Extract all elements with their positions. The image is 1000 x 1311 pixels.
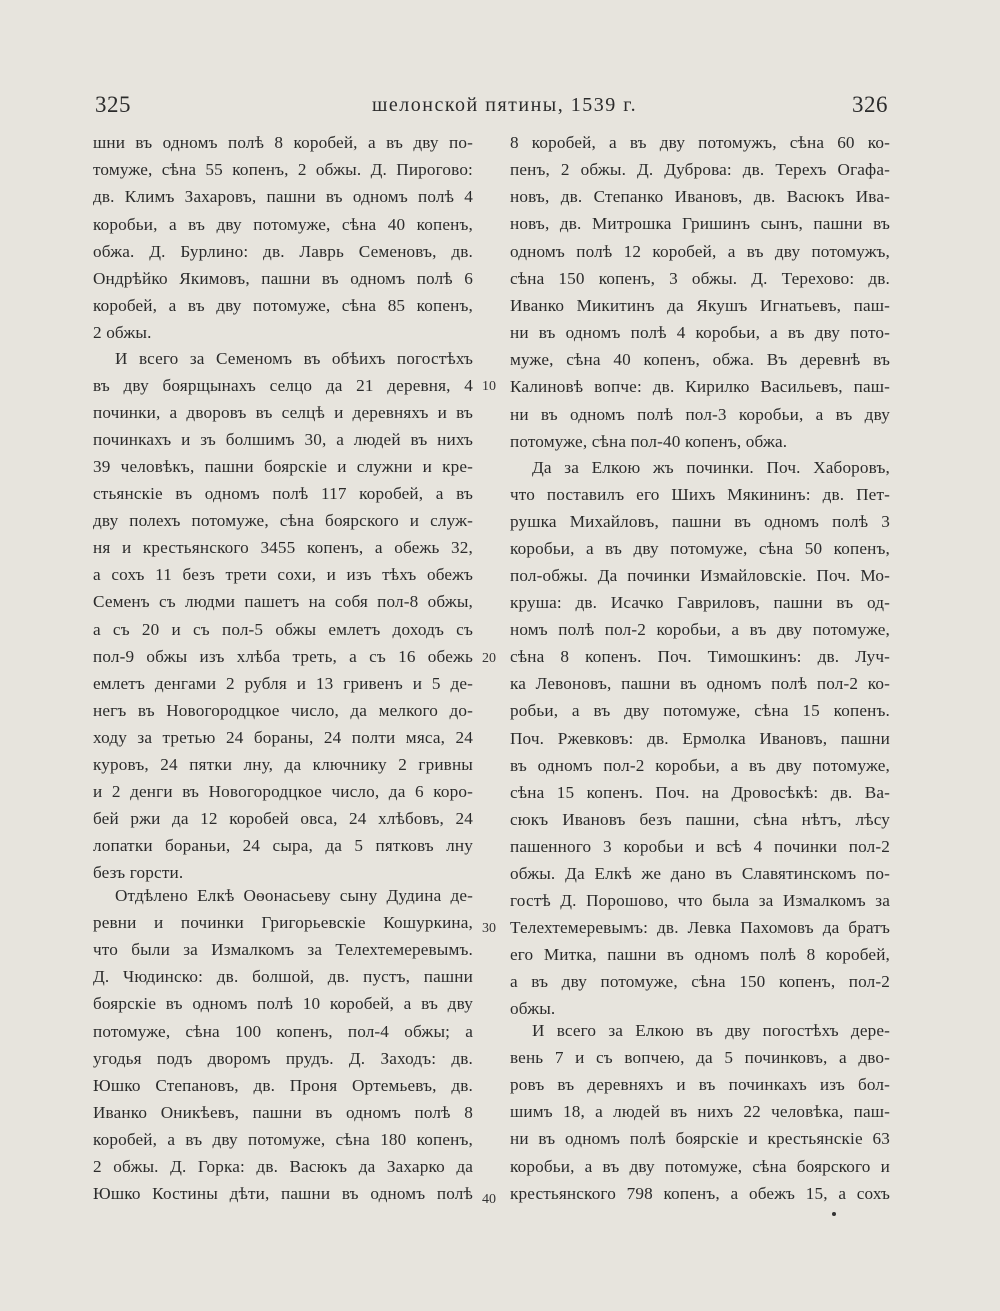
margin-line-number: 40 bbox=[482, 1192, 496, 1207]
text-line: номъ полѣ пол-2 коробьи, а въ дву потомуже, bbox=[510, 620, 890, 640]
text-line: ходу за третью 24 бораны, 24 полти мяса, 24 bbox=[93, 727, 473, 747]
text-line: ня и крестьянского 3455 копенъ, а обежь 32, bbox=[93, 538, 473, 558]
text-line: робьи, а въ дву потомуже, сѣна 15 копенъ. bbox=[510, 701, 890, 721]
text-line: Отдѣлено Елкѣ Оѳонасьеву сыну Дудина де- bbox=[115, 886, 473, 905]
text-line: Семенъ съ людми пашетъ на собя пол-8 обжы, bbox=[93, 592, 473, 612]
running-title: шелонской пятины, 1539 г. bbox=[372, 94, 638, 116]
text-line: Юшко Степановъ, дв. Проня Ортемьевъ, дв. bbox=[93, 1075, 473, 1095]
text-line: Иванко Микитинъ да Якушъ Игнатьевъ, паш- bbox=[510, 295, 890, 315]
text-line: что были за Измалкомъ за Телехтемеревымъ. bbox=[93, 940, 473, 960]
text-line: пенъ, 2 обжы. Д. Дуброва: дв. Терехъ Огафа- bbox=[510, 160, 890, 180]
text-line: коробей, а въ дву потомуже, сѣна 180 копенъ, bbox=[93, 1129, 473, 1149]
text-line: ни въ одномъ полѣ пол-3 коробьи, а въ дву bbox=[510, 404, 890, 424]
text-line: потомуже, сѣна пол-40 копенъ, обжа. bbox=[510, 431, 788, 451]
text-line: Ондрѣйко Якимовъ, пашни въ одномъ полѣ 6 bbox=[93, 269, 473, 288]
page-header bbox=[0, 92, 1000, 124]
text-line: его Митка, пашни въ одномъ полѣ 8 коробей, bbox=[510, 944, 890, 964]
text-line: а съ 20 и съ пол-5 обжы емлетъ доходъ съ bbox=[93, 619, 473, 639]
text-line: ревни и починки Григорьевскіе Кошуркина, bbox=[93, 913, 473, 933]
margin-line-number: 20 bbox=[482, 651, 496, 666]
text-line: пол-обжы. Да починки Измайловскіе. Поч. Мо- bbox=[510, 566, 890, 586]
text-line: 39 человѣкъ, пашни боярскіе и служни и кре- bbox=[93, 457, 473, 477]
text-line: 2 обжы. bbox=[93, 323, 152, 343]
text-line: ни въ одномъ полѣ 4 коробьи, а въ дву пото- bbox=[510, 323, 890, 343]
text-line: а въ дву потомуже, сѣна 150 копенъ, пол-2 bbox=[510, 971, 890, 991]
text-line: И всего за Семеномъ въ обѣихъ погостѣхъ bbox=[115, 349, 473, 368]
text-line: ровъ въ деревняхъ и въ починкахъ изъ бол- bbox=[510, 1075, 890, 1095]
text-line: лопатки бораньи, 24 сыра, да 5 пятковъ лну bbox=[93, 835, 473, 855]
text-line: починки, а дворовъ въ селцѣ и деревняхъ и въ bbox=[93, 403, 473, 423]
text-line: негъ въ Новогородцкое число, да мелкого до- bbox=[93, 700, 473, 720]
text-line: коробьи, а въ дву потомуже, сѣна 50 копенъ, bbox=[510, 539, 890, 559]
text-line: пол-9 обжы изъ хлѣба треть, а съ 16 обежь bbox=[93, 646, 473, 666]
text-line: стьянскіе въ одномъ полѣ 117 коробей, а въ bbox=[93, 484, 473, 504]
text-line: куровъ, 24 пятки лну, да ключнику 2 гривны bbox=[93, 754, 473, 774]
text-line: муже, сѣна 40 копенъ, обжа. Въ деревнѣ въ bbox=[510, 350, 890, 370]
text-line: Юшко Костины дѣти, пашни въ одномъ полѣ bbox=[93, 1184, 473, 1204]
text-line: въ одномъ пол-2 коробьи, а въ дву потомуже, bbox=[510, 755, 890, 775]
text-line: крестьянского 798 копенъ, а обежъ 15, а сохъ bbox=[510, 1183, 890, 1203]
text-line: угодья подъ дворомъ прудъ. Д. Заходъ: дв. bbox=[93, 1048, 473, 1068]
text-line: сѣна 8 копенъ. Поч. Тимошкинъ: дв. Луч- bbox=[510, 647, 890, 667]
text-line: что поставилъ его Шихъ Мякининъ: дв. Пет- bbox=[510, 485, 890, 505]
text-line: бей ржи да 12 коробей овса, 24 хлѣбовъ, 24 bbox=[93, 808, 473, 828]
text-line: 8 коробей, а въ дву потомужъ, сѣна 60 ко- bbox=[510, 133, 890, 152]
text-line: новъ, дв. Митрошка Гришинъ сынъ, пашни въ bbox=[510, 214, 890, 234]
text-line: шимъ 18, а людей въ нихъ 22 человѣка, паш- bbox=[510, 1102, 890, 1122]
text-line: одномъ полѣ 12 коробей, а въ дву потомужъ, bbox=[510, 241, 890, 261]
text-line: сюкъ Ивановъ безъ пашни, сѣна нѣтъ, лѣсу bbox=[510, 809, 890, 829]
text-line: Калиновѣ вопче: дв. Кирилко Васильевъ, паш- bbox=[510, 377, 890, 397]
ink-speck bbox=[832, 1212, 836, 1216]
text-line: коробьи, а въ дву потомуже, сѣна боярского и bbox=[510, 1156, 890, 1176]
text-line: пашенного 3 коробьи и всѣ 4 починки пол-2 bbox=[510, 836, 890, 856]
text-line: въ дву боярщынахъ селцо да 21 деревня, 4 bbox=[93, 376, 473, 396]
text-line: а сохъ 11 безъ трети сохи, и изъ тѣхъ обежъ bbox=[93, 565, 473, 585]
text-line: гостѣ Д. Порошово, что была за Измалкомъ за bbox=[510, 890, 890, 910]
text-line: обжы. bbox=[510, 999, 556, 1018]
text-line: Иванко Оникѣевъ, пашни въ одномъ полѣ 8 bbox=[93, 1102, 473, 1122]
text-line: 2 обжы. Д. Горка: дв. Васюкъ да Захарко да bbox=[93, 1157, 473, 1176]
text-line: вень 7 и съ вопчею, да 5 починковъ, а дво- bbox=[510, 1048, 890, 1068]
margin-line-number: 10 bbox=[482, 379, 496, 394]
text-line: дв. Климъ Захаровъ, пашни въ одномъ полѣ 4 bbox=[93, 187, 473, 207]
text-line: Да за Елкою жъ починки. Поч. Хаборовъ, bbox=[532, 458, 890, 477]
text-line: емлетъ денгами 2 рубля и 13 гривенъ и 5 де- bbox=[93, 673, 473, 693]
text-line: обжа. Д. Бурлино: дв. Лаврь Семеновъ, дв. bbox=[93, 241, 473, 261]
text-line: томуже, сѣна 55 копенъ, 2 обжы. Д. Пирогово: bbox=[93, 160, 473, 180]
text-line: дву полехъ потомуже, сѣна боярского и служ- bbox=[93, 511, 473, 531]
text-line: Д. Чюдинско: дв. болшой, дв. пустъ, пашни bbox=[93, 967, 473, 987]
text-line: рушка Михайловъ, пашни въ одномъ полѣ 3 bbox=[510, 512, 890, 532]
text-line: обжы. Да Елкѣ же дано въ Славятинскомъ по- bbox=[510, 863, 890, 883]
margin-line-number: 30 bbox=[482, 921, 496, 936]
text-line: круша: дв. Исачко Гавриловъ, пашни въ од- bbox=[510, 593, 890, 613]
left-page-number: 325 bbox=[95, 92, 131, 117]
text-line: новъ, дв. Степанко Ивановъ, дв. Васюкъ Ива- bbox=[510, 187, 890, 207]
text-line: починкахъ и зъ болшимъ 30, а людей въ нихъ bbox=[93, 430, 473, 450]
text-line: сѣна 150 копенъ, 3 обжы. Д. Терехово: дв. bbox=[510, 268, 890, 288]
text-line: Поч. Ржевковъ: дв. Ермолка Ивановъ, пашни bbox=[510, 728, 890, 748]
text-line: боярскіе въ одномъ полѣ 10 коробей, а въ дву bbox=[93, 994, 473, 1014]
right-page-number: 326 bbox=[852, 92, 888, 117]
text-line: И всего за Елкою въ дву погостѣхъ дере- bbox=[532, 1021, 890, 1040]
text-line: ка Левоновъ, пашни въ одномъ полѣ пол-2 ко- bbox=[510, 674, 890, 694]
text-line: безъ горсти. bbox=[93, 862, 184, 882]
text-line: ни въ одномъ полѣ боярскіе и крестьянскіе 63 bbox=[510, 1129, 890, 1149]
text-line: шни въ одномъ полѣ 8 коробей, а въ дву по- bbox=[93, 133, 473, 152]
text-line: и 2 денги въ Новогородцкое число, да 6 коро- bbox=[93, 781, 473, 801]
text-line: коробей, а въ дву потомуже, сѣна 85 копенъ, bbox=[93, 296, 473, 316]
text-line: сѣна 15 копенъ. Поч. на Дровосѣкѣ: дв. Ва- bbox=[510, 782, 890, 802]
text-line: Телехтемеревымъ: дв. Левка Пахомовъ да братъ bbox=[510, 917, 890, 937]
text-line: коробьи, а въ дву потомуже, сѣна 40 копенъ, bbox=[93, 214, 473, 234]
text-line: потомуже, сѣна 100 копенъ, пол-4 обжы; а bbox=[93, 1021, 473, 1041]
